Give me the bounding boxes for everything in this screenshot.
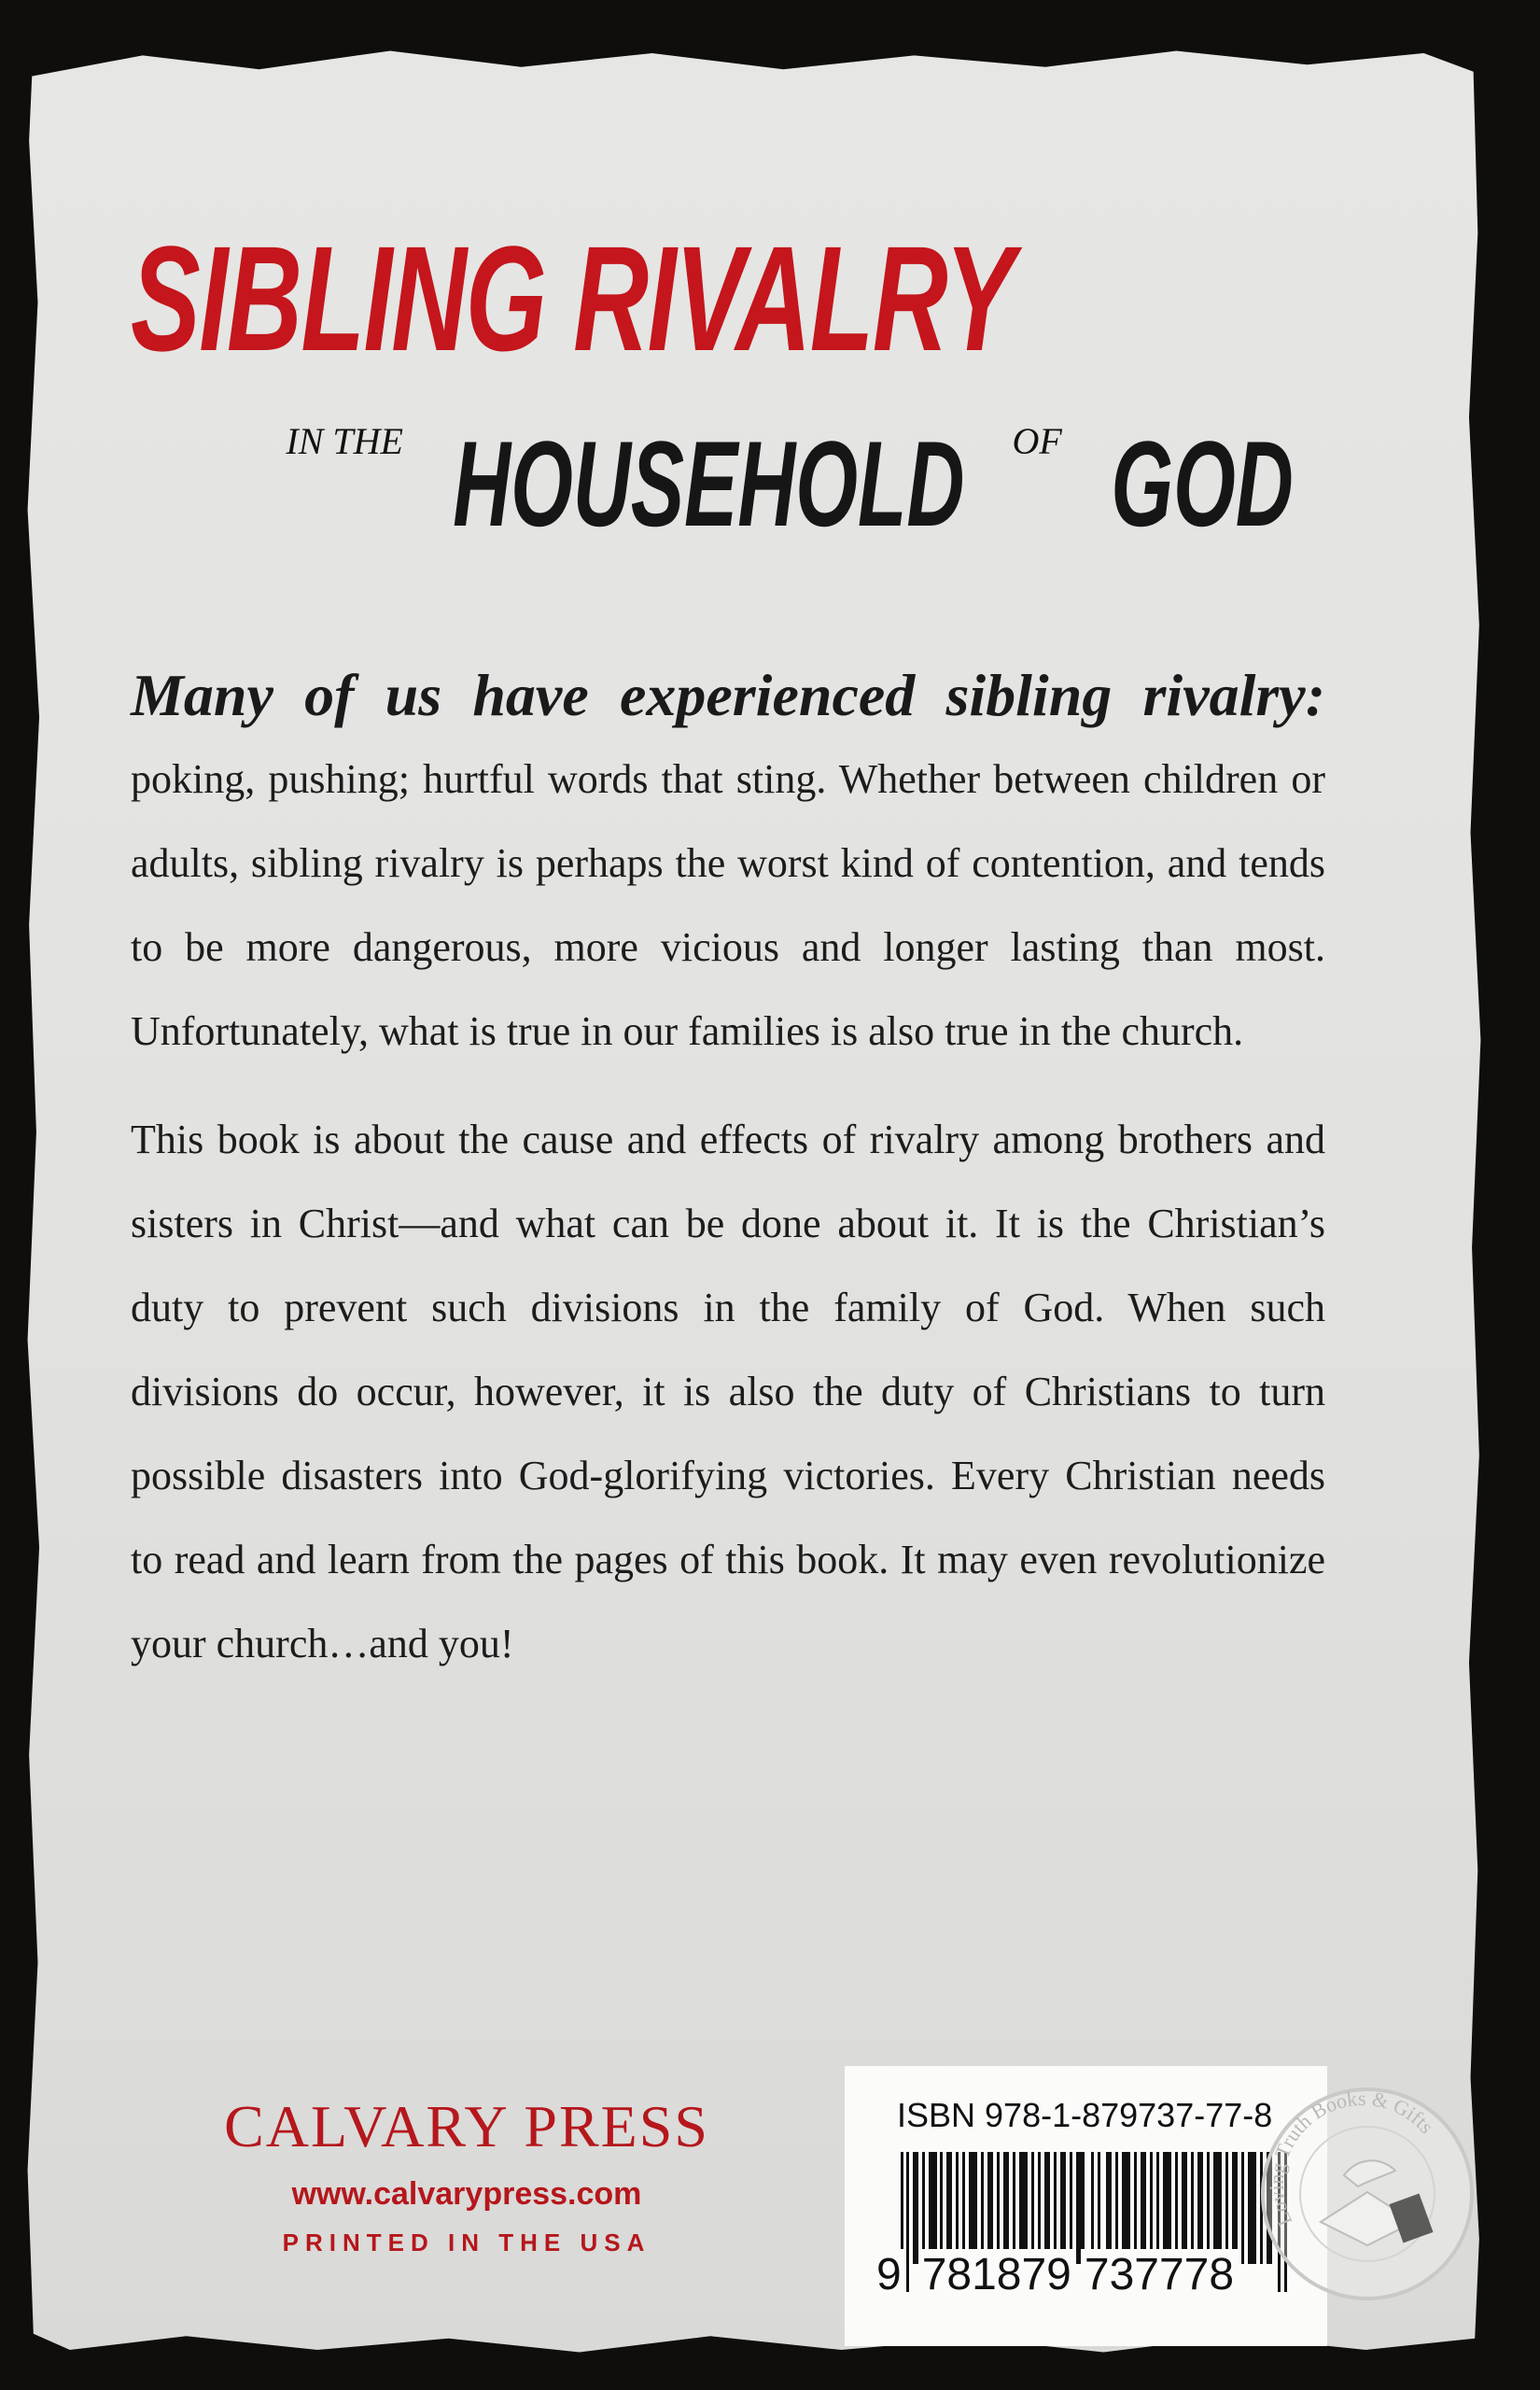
barcode-digits-group-1: 781879 [918, 2249, 1075, 2300]
barcode-digits-group-2: 737778 [1081, 2249, 1238, 2300]
isbn-text: ISBN 978-1-879737-77-8 [897, 2096, 1273, 2134]
stamp-text: Loving Truth Books & Gifts [1264, 2086, 1439, 2230]
blurb-lead: Many of us have experienced sibling rivalry: [131, 662, 1325, 728]
publisher-name: CALVARY PRESS [224, 2093, 709, 2159]
barcode-digits [873, 2249, 1302, 2300]
title-god: GOD [1111, 415, 1294, 552]
printed-in-label: PRINTED IN THE USA [282, 2228, 651, 2256]
title-line-2 [286, 415, 1316, 552]
barcode-digit-first: 9 [873, 2249, 905, 2300]
title-household: HOUSEHOLD [453, 415, 965, 552]
bookstore-stamp-icon [1255, 2082, 1479, 2306]
blurb [131, 654, 1325, 1686]
title-of: OF [1012, 420, 1062, 462]
blurb-paragraph-1: poking, pushing; hurtful words that sting. Whether between children or adults, sibling rivalry is perhaps the worst kind of contention, and tends to be more dangerous, more vicious and longer lasting than most. Unfortunately, what is true in our families is also true in the church. [131, 756, 1325, 1054]
blurb-paragraph-2: This book is about the cause and effects of rivalry among brothers and sisters in Christ—and what can be done about it. It is the Christian’s duty to prevent such divisions in the family of God. When such divisions do occur, however, it is also the duty of Christians to turn possible disasters into God-glorifying victories. Every Christian needs to read and learn from the pages of this book. It may even revolutionize your church…and you! [131, 1117, 1325, 1666]
title-in-the: IN THE [286, 420, 403, 462]
publisher-block [187, 2091, 747, 2261]
publisher-url: www.calvarypress.com [291, 2176, 642, 2212]
title-line-1: SIBLING RIVALRY [131, 215, 1014, 382]
